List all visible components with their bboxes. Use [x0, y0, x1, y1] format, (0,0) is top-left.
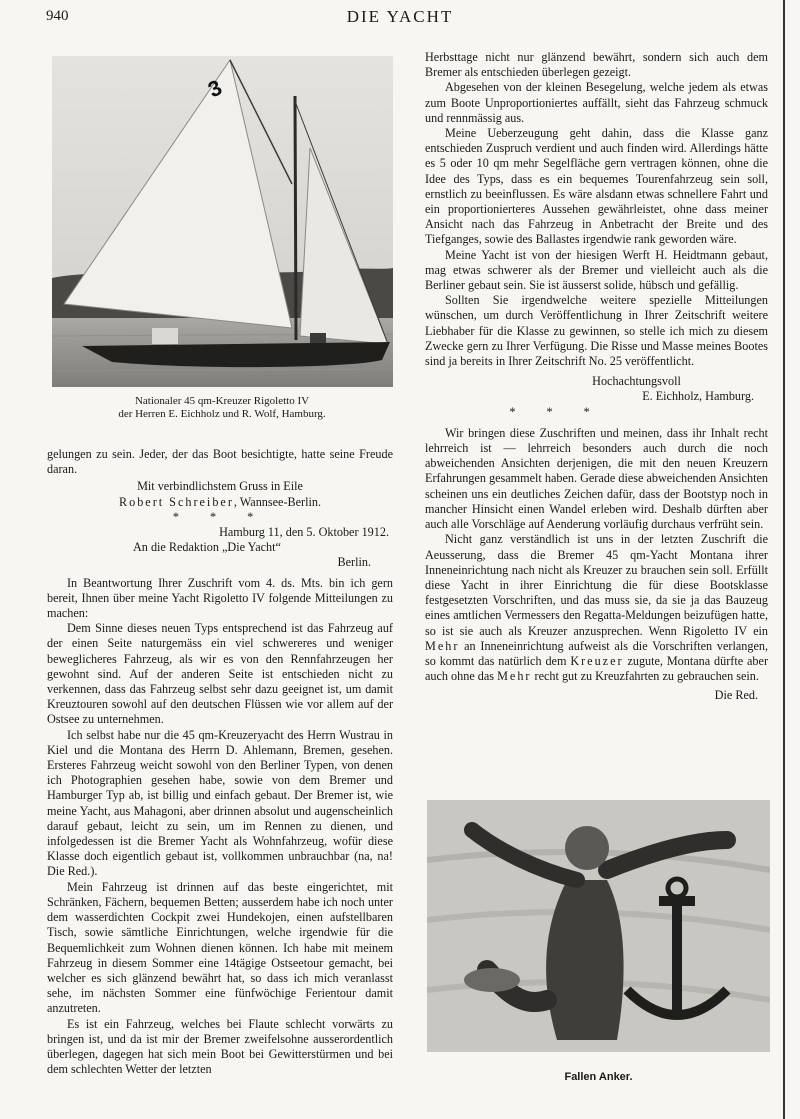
text-run: zugute, Montana dürfte aber auch ohne das	[425, 653, 768, 684]
address-line-1: An die Redaktion „Die Yacht“	[133, 540, 281, 555]
cartoon-caption: Fallen Anker.	[564, 1071, 633, 1083]
letter-closing: Hochachtungsvoll	[592, 374, 681, 389]
caption-line-1: Nationaler 45 qm-Kreuzer Rigoletto IV	[134, 395, 310, 407]
emphasis: Mehr	[497, 669, 532, 684]
editor-sign: Die Red.	[714, 688, 758, 703]
paragraph: Abgesehen von der kleinen Besegelung, welche jedem als etwas zum Boote Unproportioniertes auffällt, sieht das Fahrzeug schmuck und rennmässig aus.	[425, 80, 768, 125]
paragraph: Meine Yacht ist von der hiesigen Werft H. Heidtmann gebaut, mag etwas schwerer als der Bremer und vielleicht auch als die Berliner gebaut sein. Sie ist äusserst solide, hübsch und gefällig.	[425, 247, 768, 293]
cartoon-illustration	[427, 800, 770, 1052]
paragraph: Dem Sinne dieses neuen Typs entsprechend ist das Fahrzeug auf der einen Seite naturgemäss ein viel schwereres und weniger beweglicheres Fahrzeug, als wir es von den Rennfahrzeugen her gewohnt sind. Auf der anderen Seite ist entschieden nicht zu verkennen, dass das Fahrzeug selbst sehr dazu geeignet ist, um damit Kreuztouren sowohl auf den deutschen Flüssen wie vor allem auf der Ostsee zu unternehmen.	[47, 621, 393, 727]
text-run: recht gut zu Kreuzfahrten zu gebrauchen sein.	[531, 669, 759, 684]
yacht-photo	[52, 56, 393, 387]
text-run: an Inneneinrichtung aufweist als die Vorschriften verlangen, so kommt das natürlich dem	[425, 638, 768, 668]
paragraph: Ich selbst habe nur die 45 qm-Kreuzeryacht des Herrn Wustrau in Kiel und die Montana des Herrn D. Ahlemann, Bremen, gesehen. Ersteres Fahrzeug weicht sowohl von den Berliner Typen, von denen ich Photographien gesehen habe, sowie von dem Bremer und Hamburger Typ ab, ist billig und einfach gebaut. Der Bremer ist, wie meine Yacht, aus Mahagoni, aber drinnen absolut und augenscheinlich darauf gebaut, leicht zu sein, um im Rennen zu dienen, und infolgedessen ist die Bremer Yacht als Wohnfahrzeug, wofür diese Klasse doch eigentlich gebaut ist, vollkommen unbrauchbar (na, na! Die Red.).	[47, 727, 393, 879]
running-head: DIE YACHT	[346, 7, 454, 26]
signature-place: , Wannsee-Berlin.	[233, 494, 322, 509]
letter-greeting: Mit verbindlichstem Gruss in Eile	[137, 479, 303, 494]
right-column	[425, 50, 768, 704]
paragraph: gelungen zu sein. Jeder, der das Boot besichtigte, hatte seine Freude daran.	[47, 447, 393, 477]
paragraph: Herbsttage nicht nur glänzend bewährt, sondern sich auch dem Bremer als entschieden überlegen gezeigt.	[425, 50, 768, 80]
paragraph: Meine Ueberzeugung geht dahin, dass die Klasse ganz entschieden Zuspruch verdient und auch finden wird. Allerdings hätte es 5 oder 10 qm mehr Segelfläche gern vertragen können, ohne die Idee des Typs, dass es ein bequemes Tourenfahrzeug sein soll, ernstlich zu beeinflussen. Es wäre alsdann etwas schnellere Fahrt und ein proportionierteres Aussehen gewährleistet, ohne dass meiner Ansicht nach das Fahrzeug in Anbetracht der Breite und des Tiefganges, sowie des Ballastes irgendwie rank geworden wäre.	[425, 126, 768, 247]
sail-number: 3	[204, 74, 226, 103]
section-divider: * * *	[509, 404, 604, 419]
page-number: 940	[46, 8, 69, 24]
letter-signature	[47, 495, 393, 510]
left-column	[47, 447, 393, 1077]
paragraph: Mein Fahrzeug ist drinnen auf das beste eingerichtet, mit Schränken, Fächern, bequemen Betten; ausserdem habe ich noch unter dem wasserdichten Cockpit zwei Hundekojen, einen aufstellbaren Tisch, sowie sämtliche Einrichtungen, welche irgendwie für die Bequemlichkeit zum Wohnen dienen können. Ich habe mit meinem Fahrzeug in diesem Sommer eine 14tägige Ostseetour gemacht, bei welcher es sich glänzend bewährt hat, so dass ich mich veranlasst sehe, im nächsten Sommer eine fünfwöchige Ferientour damit anzutreten.	[47, 879, 393, 1016]
letter-signature: E. Eichholz, Hamburg.	[642, 389, 754, 404]
paragraph: Sollten Sie irgendwelche weitere spezielle Mitteilungen wünschen, um durch Veröffentlichung in Ihrer Zeitschrift weitere Liebhaber für die Klasse zu gewinnen, so stelle ich mich zu diesem Zwecke gern zu Ihrer Verfügung. Die Risse und Masse meines Bootes sind ja bereits in Ihrer Zeitschrift No. 25 veröffentlicht.	[425, 293, 768, 369]
page-edge-rule	[783, 0, 785, 1119]
paragraph	[425, 532, 768, 684]
emphasis: Kreuzer	[570, 653, 624, 668]
paragraph: In Beantwortung Ihrer Zuschrift vom 4. ds. Mts. bin ich gern bereit, Ihnen über meine Yacht Rigoletto IV folgende Mitteilungen zu machen:	[47, 575, 393, 621]
caption-line-2: der Herren E. Eichholz und R. Wolf, Hamburg.	[118, 408, 326, 420]
section-divider: * * *	[172, 509, 268, 524]
text-run: Nicht ganz verständlich ist uns in der letzten Zuschrift die Aeusserung, dass die Bremer 45 qm-Yacht Montana ihrer Inneneinrichtung nach nicht als Kreuzer zu brauchen sein soll. Erfüllt diese Yacht in ihrer Einrichtung die für diese Bootsklasse festgesetzten Vorschriften, und das muss sie, da sie ja das Bauzeug eines amtlichen Vermessers den Regatta-Meldungen beizufügen hatte, so ist sie auch als Kreuzer anzusprechen. Wenn Rigoletto IV ein	[425, 532, 768, 638]
emphasis: Mehr	[425, 638, 460, 653]
photo-caption	[47, 395, 397, 421]
paragraph: Wir bringen diese Zuschriften und meinen, dass ihr Inhalt recht lehrreich ist — lehrreich besonders auch durch die noch abweichenden Ansichten derjenigen, die mit den neuen Kreuzern Erfahrungen gesammelt haben. Gerade diese abweichenden Ansichten scheinen uns ein deutliches Zeichen dafür, dass der Bootstyp noch in mancher Hinsicht einen Wandel erleben wird. Deshalb dürften aber auch alle Vorschläge auf Aenderung vorläufig durchaus verfrüht sein.	[425, 425, 768, 532]
paragraph: Es ist ein Fahrzeug, welches bei Flaute schlecht vorwärts zu bringen ist, und da ist mir der Bremer zweifelsohne ausserordentlich überlegen, dagegen hat sich mein Boot bei Gewitterstürmen und bei dem schlechten Wetter der letzten	[47, 1016, 393, 1077]
dateline: Hamburg 11, den 5. Oktober 1912.	[219, 525, 389, 540]
signature-name: Robert Schreiber	[118, 494, 234, 509]
address-line-2: Berlin.	[337, 555, 371, 570]
